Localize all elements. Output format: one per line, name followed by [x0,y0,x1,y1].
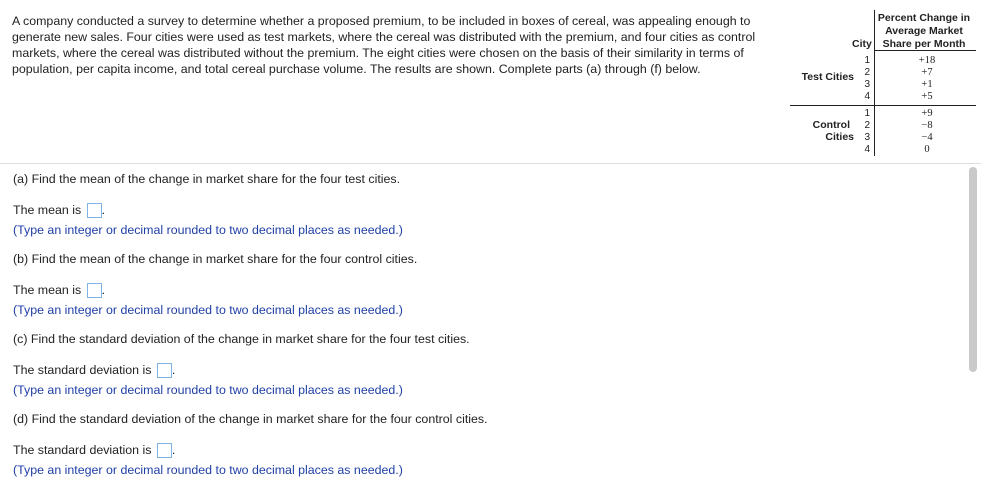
control-city-value: −4 [921,132,933,143]
question-b-prompt: (b) Find the mean of the change in market share for the four control cities. [13,252,418,266]
section-divider [0,163,981,164]
group-rule [790,105,976,106]
test-city-value: +18 [918,55,936,66]
answer-c-input[interactable] [157,363,172,378]
answer-d-hint: (Type an integer or decimal rounded to two decimal places as needed.) [13,463,403,477]
control-label-line1: Control [812,119,850,131]
vertical-scrollbar[interactable] [969,167,977,372]
question-a-answer-row [13,203,105,218]
answer-b-input[interactable] [87,283,102,298]
control-city-number: 4 [864,144,870,155]
answer-c-hint: (Type an integer or decimal rounded to two decimal places as needed.) [13,383,403,397]
control-city-value: −8 [921,120,933,131]
answer-b-period: . [101,283,106,297]
city-column-header: City [852,38,872,50]
answer-a-hint: (Type an integer or decimal rounded to two decimal places as needed.) [13,223,403,237]
test-city-value: +1 [921,79,933,90]
answer-c-label: The standard deviation is [13,363,152,377]
control-city-number: 2 [864,120,870,131]
answer-d-period: . [171,443,176,457]
question-a-prompt: (a) Find the mean of the change in market share for the four test cities. [13,172,401,186]
answer-a-label: The mean is [13,203,82,217]
question-c-prompt: (c) Find the standard deviation of the change in market share for the four test cities. [13,332,470,346]
market-share-table [790,10,981,160]
test-city-value: +7 [921,67,933,78]
question-d-answer-row [13,443,175,458]
answer-c-period: . [171,363,176,377]
answer-b-label: The mean is [13,283,82,297]
question-c-answer-row [13,363,175,378]
table-vertical-rule [874,10,875,156]
control-city-value: +9 [921,108,933,119]
value-column-header: Percent Change in Average Market Share per Month [877,12,971,50]
question-b-answer-row [13,283,105,298]
test-city-number: 1 [864,55,870,66]
control-label-line2: Cities [825,131,854,143]
test-city-value: +5 [921,91,933,102]
answer-d-label: The standard deviation is [13,443,152,457]
header-rule [874,50,976,51]
test-city-number: 3 [864,79,870,90]
question-d-prompt: (d) Find the standard deviation of the change in market share for the four control cities. [13,412,488,426]
answer-a-period: . [101,203,106,217]
answer-a-input[interactable] [87,203,102,218]
control-city-value: 0 [924,144,930,155]
test-city-number: 4 [864,91,870,102]
control-city-number: 1 [864,108,870,119]
test-cities-label: Test Cities [801,71,854,83]
answer-b-hint: (Type an integer or decimal rounded to two decimal places as needed.) [13,303,403,317]
problem-intro: A company conducted a survey to determine whether a proposed premium, to be included in boxes of cereal, was appealing enough to generate new sales. Four cities were used as test markets, where the cereal was distributed with the premium, and four cities as control markets, where the cereal was distributed without the premium. The eight cities were chosen on the basis of their similarity in terms of population, per capita income, and total cereal purchase volume. The results are shown. Complete parts (a) through (f) below. [12,14,756,76]
control-city-number: 3 [864,132,870,143]
test-city-number: 2 [864,67,870,78]
answer-d-input[interactable] [157,443,172,458]
